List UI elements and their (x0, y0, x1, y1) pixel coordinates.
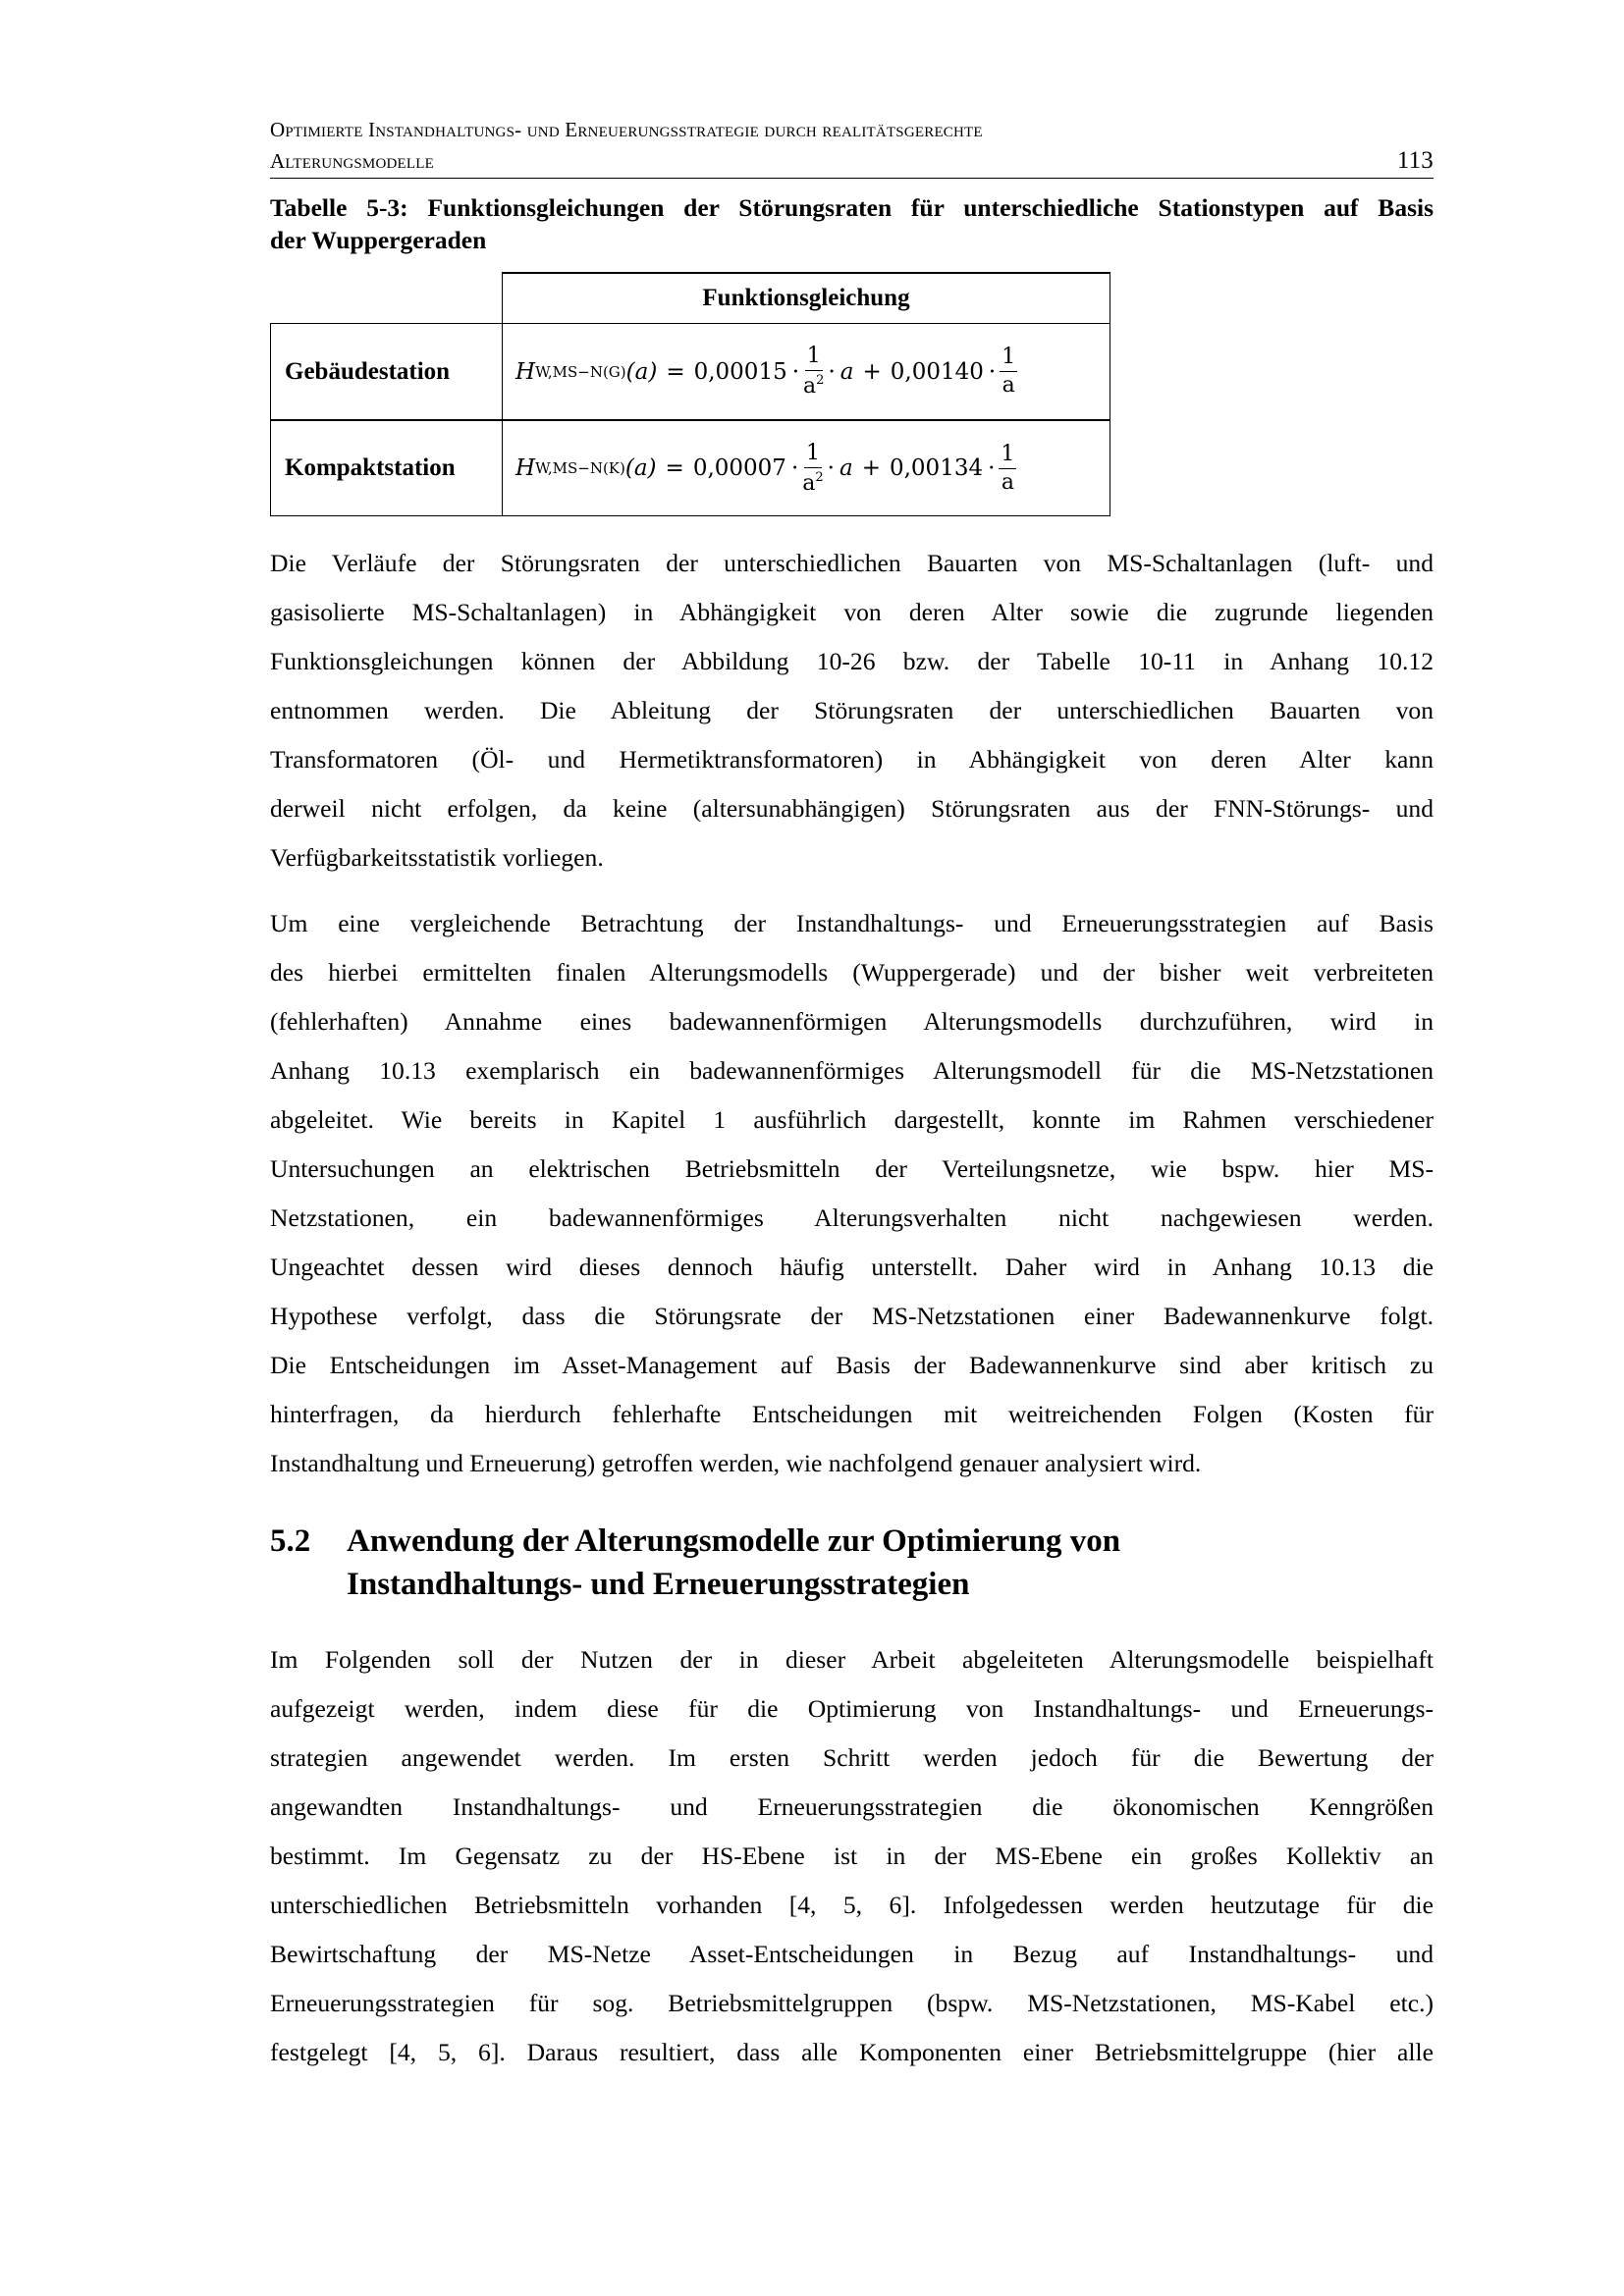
table-header-cell (502, 272, 1110, 324)
eq-dot: · (988, 358, 997, 385)
row-label-text: Kompaktstation (285, 454, 456, 481)
fraction-denominator (803, 371, 824, 398)
text-line: Anhang 10.13 exemplarisch ein badewannenförmiges Alterungsmodell für die MS-Netzstationen (270, 1055, 1434, 1085)
eq-symbol: H (515, 455, 536, 481)
eq-equals: = (666, 358, 685, 385)
eq-fraction-1 (802, 440, 824, 496)
text-line: des hierbei ermittelten finalen Alterungsmodells (Wuppergerade) und der bisher weit verbreiteten (270, 957, 1434, 987)
denominator-base: a (803, 374, 817, 399)
eq-coefficient-2: 0,00140 (890, 358, 984, 385)
eq-argument: (a) (624, 455, 657, 481)
fraction-denominator: a (1001, 373, 1015, 398)
eq-fraction-1 (803, 346, 824, 398)
eq-dot: · (828, 358, 836, 385)
text-line: angewandten Instandhaltungs- und Erneuerungsstrategien die ökonomischen Kenngrößen (270, 1791, 1434, 1821)
section-number: 5.2 (270, 1523, 311, 1559)
page-number: 113 (1396, 147, 1434, 174)
text-line: derweil nicht erfolgen, da keine (altersunabhängigen) Störungsraten aus der FNN-Störungs- und (270, 793, 1434, 823)
running-header-line-1: Optimierte Instandhaltungs- und Erneuerungsstrategie durch realitätsgerechte (270, 118, 983, 141)
eq-fraction-2 (1000, 347, 1017, 397)
eq-subscript: W,MS−N(K) (535, 459, 625, 477)
table-caption (270, 191, 1434, 256)
running-header (270, 114, 1434, 177)
fraction-numerator: 1 (999, 444, 1016, 469)
text-line: Netzstationen, ein badewannenförmiges Alterungsverhalten nicht nachgewiesen werden. (270, 1202, 1434, 1232)
text-line: unterschiedlichen Betriebsmitteln vorhanden [4, 5, 6]. Infolgedessen werden heutzutage für die (270, 1890, 1434, 1919)
text-line: bestimmt. Im Gegensatz zu der HS-Ebene ist in der MS-Ebene ein großes Kollektiv an (270, 1841, 1434, 1870)
table-row-label (270, 323, 503, 420)
section-title (347, 1520, 1427, 1606)
eq-variable: a (839, 455, 853, 481)
text-line: Untersuchungen an elektrischen Betriebsmitteln der Verteilungsnetze, wie bspw. hier MS- (270, 1153, 1434, 1183)
eq-dot: · (988, 455, 996, 481)
eq-plus: + (862, 358, 882, 385)
denominator-base: a (802, 470, 816, 496)
text-line: Die Entscheidungen im Asset-Management auf Basis der Badewannenkurve sind aber kritisch zu (270, 1350, 1434, 1379)
table-header-label: Funktionsgleichung (702, 285, 910, 311)
text-line: Transformatoren (Öl- und Hermetiktransformatoren) in Abhängigkeit von deren Alter kann (270, 744, 1434, 774)
eq-fraction-2 (999, 441, 1016, 495)
paragraph-3 (270, 1643, 1434, 2085)
header-rule (270, 178, 1434, 179)
eq-argument: (a) (625, 358, 658, 385)
text-line: Funktionsgleichungen können der Abbildung 10-26 bzw. der Tabelle 10-11 in Anhang 10.12 (270, 646, 1434, 675)
section-title-line: Instandhaltungs- und Erneuerungsstrategien (347, 1567, 970, 1602)
text-line: abgeleitet. Wie bereits in Kapitel 1 ausführlich dargestellt, konnte im Rahmen verschiedener (270, 1104, 1434, 1134)
eq-dot: · (827, 455, 835, 481)
fraction-numerator: 1 (1000, 347, 1017, 372)
text-line: Erneuerungsstrategien für sog. Betriebsmittelgruppen (bspw. MS-Netzstationen, MS-Kabel etc.) (270, 1988, 1434, 2017)
eq-variable: a (839, 358, 854, 385)
equation (515, 346, 1021, 398)
eq-coefficient-1: 0,00015 (693, 358, 787, 385)
paragraph-2 (270, 907, 1434, 1496)
text-line: aufgezeigt werden, indem diese für die Optimierung von Instandhaltungs- und Erneuerungs- (270, 1693, 1434, 1723)
text-line: hinterfragen, da hierdurch fehlerhafte Entscheidungen mit weitreichenden Folgen (Kosten für (270, 1399, 1434, 1428)
table-corner-cell (270, 272, 503, 323)
text-line: festgelegt [4, 5, 6]. Daraus resultiert, dass alle Komponenten einer Betriebsmittelgruppe (hier alle (270, 2037, 1434, 2066)
table-equation-cell (502, 323, 1110, 420)
caption-line: der Wuppergeraden (270, 226, 487, 254)
text-line: Die Verläufe der Störungsraten der unterschiedlichen Bauarten von MS-Schaltanlagen (luft- und (270, 549, 1434, 577)
text-line: Instandhaltung und Erneuerung) getroffen werden, wie nachfolgend genauer analysiert wird. (270, 1448, 1202, 1477)
fraction-denominator (802, 468, 823, 495)
table-equation-cell (502, 419, 1110, 516)
eq-dot: · (790, 455, 799, 481)
eq-coefficient-2: 0,00134 (889, 455, 984, 481)
table-row-label (270, 419, 503, 516)
eq-plus: + (861, 455, 881, 481)
text-line: entnommen werden. Die Ableitung der Störungsraten der unterschiedlichen Bauarten von (270, 695, 1434, 724)
eq-dot: · (791, 358, 800, 385)
eq-coefficient-1: 0,00007 (692, 455, 786, 481)
text-line: Im Folgenden soll der Nutzen der in dieser Arbeit abgeleiteten Alterungsmodelle beispielhaft (270, 1645, 1434, 1674)
eq-subscript: W,MS−N(G) (535, 362, 626, 381)
denominator-exponent: 2 (816, 373, 825, 388)
section-title-line: Anwendung der Alterungsmodelle zur Optimierung von (347, 1523, 1121, 1559)
row-label-text: Gebäudestation (285, 357, 451, 385)
text-line: Um eine vergleichende Betrachtung der Instandhaltungs- und Erneuerungsstrategien auf Basis (270, 909, 1434, 937)
paragraph-1 (270, 547, 1434, 890)
fraction-numerator: 1 (805, 346, 823, 371)
eq-symbol: H (515, 358, 536, 385)
fraction-denominator: a (1001, 469, 1014, 495)
text-line: Verfügbarkeitsstatistik vorliegen. (270, 842, 604, 872)
text-line: Hypothese verfolgt, dass die Störungsrate der MS-Netzstationen einer Badewannenkurve folgt. (270, 1301, 1434, 1330)
denominator-exponent: 2 (815, 469, 824, 485)
caption-line: Tabelle 5-3: Funktionsgleichungen der Störungsraten für unterschiedliche Stationstypen auf Basis (270, 193, 1434, 222)
text-line: Bewirtschaftung der MS-Netze Asset-Entscheidungen in Bezug auf Instandhaltungs- und (270, 1939, 1434, 1968)
text-line: gasisolierte MS-Schaltanlagen) in Abhängigkeit von deren Alter sowie die zugrunde liegenden (270, 597, 1434, 626)
text-line: (fehlerhaften) Annahme eines badewannenförmigen Alterungsmodells durchzuführen, wird in (270, 1006, 1434, 1036)
eq-equals: = (665, 455, 684, 481)
running-header-line-2: Alterungsmodelle (270, 149, 434, 173)
fraction-numerator: 1 (804, 443, 822, 468)
text-line: strategien angewendet werden. Im ersten Schritt werden jedoch für die Bewertung der (270, 1742, 1434, 1772)
equation (515, 440, 1020, 496)
text-line: Ungeachtet dessen wird dieses dennoch häufig unterstellt. Daher wird in Anhang 10.13 die (270, 1252, 1434, 1281)
